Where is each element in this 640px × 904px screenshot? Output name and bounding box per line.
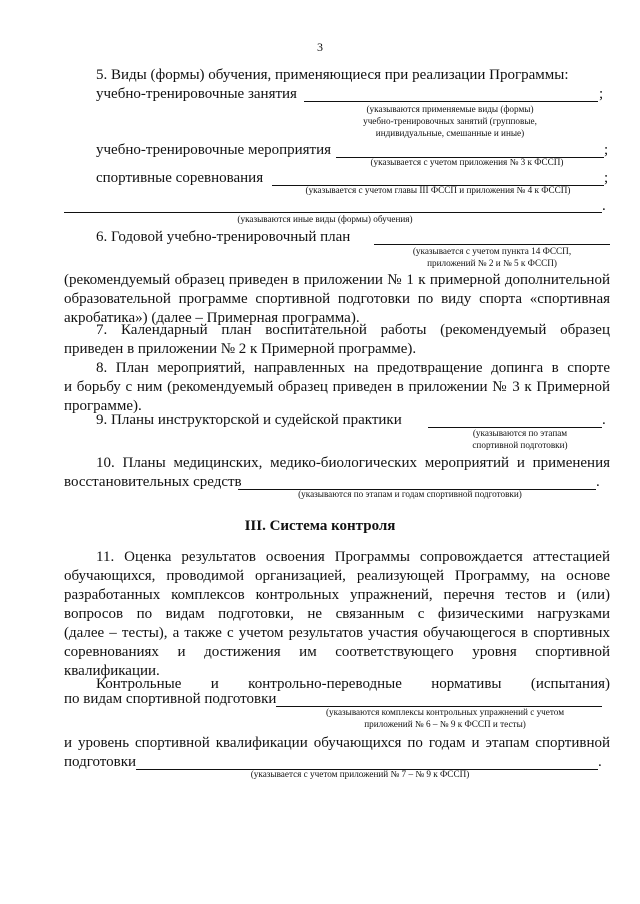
training-sessions-label: учебно-тренировочные занятия [96,86,297,102]
annual-plan-blank[interactable] [374,244,610,245]
training-events-semicolon: ; [604,142,609,158]
section-11-line: соревнованиях и достижения им соответствующего уровня спортивной [64,644,610,660]
competitions-hint: (указывается с учетом главы III ФССП и приложения № 4 к ФССП) [305,185,571,195]
section-heading: III. Система контроля [244,518,396,534]
section-11-line: вопросов по видам подготовки, не связанным с физическими нагрузками [64,606,610,622]
other-forms-period: . [602,198,606,214]
training-events-label: учебно-тренировочные мероприятия [96,142,332,158]
by-types-hint-1: (указываются комплексы контрольных упражнений с учетом [325,707,565,717]
practice-plans-hint-1: (указываются по этапам [472,428,568,438]
practice-plans-label: 9. Планы инструкторской и судейской практики [96,412,402,428]
other-forms-hint: (указываются иные виды (формы) обучения) [237,214,413,224]
competitions-semicolon: ; [604,170,609,186]
section-6-line: акробатика») (далее – Примерная программа). [64,310,360,326]
preparation-period: . [598,754,602,770]
practice-plans-period: . [602,412,606,428]
by-types-label: по видам спортивной подготовки [64,691,277,707]
by-types-hint-2: приложений № 6 – № 9 к ФССП и тесты) [364,719,526,729]
control-standards-line: Контрольные и контрольно-переводные нормативы (испытания) [96,676,610,692]
training-sessions-hint-3: индивидуальные, смешанные и иные) [375,128,525,138]
section-7-line: 7. Календарный план воспитательной работы (рекомендуемый образец [96,322,610,338]
section-7-line: приведен в приложении № 2 к Примерной программе). [64,341,417,357]
section-8-line: программе). [64,398,142,414]
training-events-hint: (указывается с учетом приложения № 3 к ФССП) [370,157,564,167]
section-10-line: 10. Планы медицинских, медико-биологических мероприятий и применения [96,455,610,471]
annual-plan-hint-1: (указывается с учетом пункта 14 ФССП, [412,246,572,256]
section-8-line: и борьбу с ним (рекомендуемый образец приведен в приложении № 3 к Примерной [64,379,610,395]
other-forms-blank[interactable] [64,212,602,213]
annual-plan-hint-2: приложений № 2 и № 5 к ФССП) [427,258,557,268]
preparation-label: подготовки [64,754,137,770]
annual-plan-label: 6. Годовой учебно-тренировочный план [96,229,351,245]
section-11-line: 11. Оценка результатов освоения Программы сопровождается аттестацией [96,549,610,565]
practice-plans-hint-2: спортивной подготовки) [472,440,568,450]
competitions-label: спортивные соревнования [96,170,264,186]
section-11-line: квалификации. [64,663,160,679]
section-8-line: 8. План мероприятий, направленных на предотвращение допинга в спорте [96,360,610,376]
recovery-means-hint: (указываются по этапам и годам спортивной подготовки) [298,489,522,499]
section-6-line: образовательной программе спортивной подготовки по виду спорта «спортивная [64,291,610,307]
section-6-line: (рекомендуемый образец приведен в приложении № 1 к примерной дополнительной [64,272,610,288]
training-sessions-hint-2: учебно-тренировочных занятий (групповые, [363,116,537,126]
training-sessions-blank[interactable] [304,101,598,102]
training-sessions-semicolon: ; [599,86,604,102]
section-11-line: разработанных комплексов контрольных упражнений, перечня тестов и (или) [64,587,610,603]
recovery-means-label: восстановительных средств [64,474,242,490]
preparation-hint: (указывается с учетом приложений № 7 – № 9 к ФССП) [250,769,470,779]
section-11-line: обучающихся, проводимой организацией, реализующей Программу, на основе [64,568,610,584]
section-5-title: 5. Виды (формы) обучения, применяющиеся при реализации Программы: [96,67,569,83]
recovery-means-period: . [596,474,600,490]
section-11-line: (далее – тесты), а также с учетом результатов участия обучающегося в спортивных [64,625,610,641]
qualification-level-line: и уровень спортивной квалификации обучающихся по годам и этапам спортивной [64,735,610,751]
page-number: 3 [317,40,323,54]
training-sessions-hint-1: (указываются применяемые виды (формы) [366,104,534,114]
